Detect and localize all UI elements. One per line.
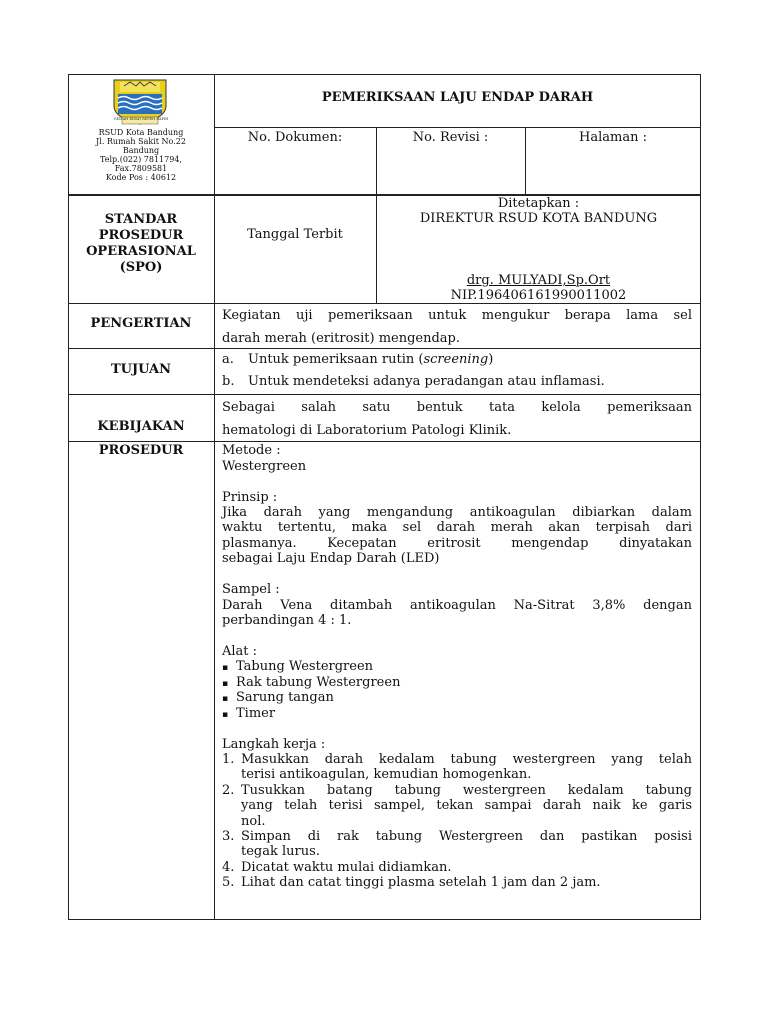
header-row-divider <box>214 127 701 128</box>
langkah-step-number: 4. <box>222 860 235 875</box>
tujuan-text-post: ) <box>488 352 494 367</box>
langkah-step-number: 3. <box>222 829 235 844</box>
row-divider-tujuan <box>68 394 701 395</box>
alat-item-text: Timer <box>236 706 276 721</box>
alat-item-text: Rak tabung Westergreen <box>236 675 401 690</box>
pengertian-text-line: Kegiatan uji pemeriksaan untuk mengukur berapa lama sel <box>222 308 692 323</box>
alat-list-item <box>222 659 374 677</box>
alat-item-text: Sarung tangan <box>236 690 334 705</box>
bullet-square-icon: ▪ <box>222 679 229 689</box>
hospital-city: Bandung <box>122 146 160 155</box>
tujuan-item-b <box>222 372 605 392</box>
langkah-step-line: Simpan di rak tabung Westergreen dan pastikan posisi <box>241 829 692 844</box>
bullet-square-icon: ▪ <box>222 694 229 704</box>
prinsip-text-line: plasmanya. Kecepatan eritrosit mengendap dinyatakan <box>222 536 692 551</box>
tujuan-label: TUJUAN <box>110 362 172 377</box>
hospital-fax: Fax.7809581 <box>114 164 168 173</box>
metode-label: Metode : <box>222 443 281 458</box>
tujuan-text-emphasis: screening <box>423 352 489 367</box>
pengertian-label: PENGERTIAN <box>90 316 192 331</box>
tujuan-item-text <box>248 350 493 370</box>
langkah-step-line: Lihat dan catat tinggi plasma setelah 1 jam dan 2 jam. <box>241 875 601 890</box>
hospital-name: RSUD Kota Bandung <box>98 128 184 137</box>
spo-label-line: (SPO) <box>119 260 163 275</box>
no-revisi-label: No. Revisi : <box>412 130 489 145</box>
langkah-step-line: tegak lurus. <box>241 844 320 859</box>
tujuan-marker: a. <box>222 352 234 367</box>
kebijakan-label: KEBIJAKAN <box>97 419 185 434</box>
signatory-nip: NIP.196406161990011002 <box>450 288 627 303</box>
bullet-square-icon: ▪ <box>222 663 229 673</box>
signatory-name: drg. MULYADI,Sp.Ort <box>466 273 611 288</box>
hospital-postal-code: Kode Pos : 40612 <box>105 173 177 182</box>
direktur-title: DIREKTUR RSUD KOTA BANDUNG <box>419 211 658 226</box>
metode-value: Westergreen <box>222 459 307 474</box>
tujuan-text-pre: Untuk pemeriksaan rutin ( <box>248 352 424 367</box>
tanggal-terbit-label: Tanggal Terbit <box>247 227 343 242</box>
tujuan-marker: b. <box>222 374 235 389</box>
sampel-text-line: perbandingan 4 : 1. <box>222 613 352 628</box>
spo-label-line: PROSEDUR <box>98 228 184 243</box>
prinsip-label: Prinsip : <box>222 490 278 505</box>
sampel-text-line: Darah Vena ditambah antikoagulan Na-Sitrat 3,8% dengan <box>222 598 692 613</box>
no-dokumen-label: No. Dokumen: <box>247 130 343 145</box>
langkah-step-number: 1. <box>222 752 235 767</box>
halaman-label: Halaman : <box>579 130 647 145</box>
hospital-address: Jl. Rumah Sakit No.22 <box>96 137 186 146</box>
prinsip-text-line: sebagai Laju Endap Darah (LED) <box>222 551 440 566</box>
alat-list-item <box>222 690 334 708</box>
spo-label-line: OPERASIONAL <box>86 244 196 259</box>
kebijakan-text-line: Sebagai salah satu bentuk tata kelola pemeriksaan <box>222 400 692 415</box>
prosedur-label: PROSEDUR <box>98 443 184 458</box>
prinsip-text-line: Jika darah yang mengandung antikoagulan dibiarkan dalam <box>222 505 692 520</box>
langkah-step-line: Masukkan darah kedalam tabung westergreen yang telah <box>241 752 692 767</box>
spo-label-line: STANDAR <box>104 212 178 227</box>
kebijakan-text-line: hematologi di Laboratorium Patologi Klinik. <box>222 423 512 438</box>
langkah-step-line: Tusukkan batang tabung westergreen kedalam tabung <box>241 783 692 798</box>
hospital-phone: Telp.(022) 7811794, <box>100 155 182 164</box>
document-title: PEMERIKSAAN LAJU ENDAP DARAH <box>321 90 594 105</box>
bullet-square-icon: ▪ <box>222 710 229 720</box>
prinsip-text-line: waktu tertentu, maka sel darah merah akan terpisah dari <box>222 520 692 535</box>
langkah-step-number: 2. <box>222 783 235 798</box>
sampel-label: Sampel : <box>222 582 280 597</box>
langkah-step-line: terisi antikoagulan, kemudian homogenkan. <box>241 767 532 782</box>
tujuan-item-text: Untuk mendeteksi adanya peradangan atau inflamasi. <box>248 374 605 389</box>
alat-list-item <box>222 706 276 724</box>
logo-motto: GEMAH RIPAH REPEH RAPIH <box>113 117 169 121</box>
langkah-step-number: 5. <box>222 875 235 890</box>
pengertian-text-line: darah merah (eritrosit) mengendap. <box>222 331 460 346</box>
alat-label: Alat : <box>222 644 258 659</box>
tujuan-item-a <box>222 350 494 370</box>
langkah-label: Langkah kerja : <box>222 737 326 752</box>
langkah-step-line: Dicatat waktu mulai didiamkan. <box>241 860 452 875</box>
alat-item-text: Tabung Westergreen <box>236 659 374 674</box>
langkah-step-line: yang telah terisi sampel, tekan sampai darah naik ke garis <box>241 798 692 813</box>
langkah-step-line: nol. <box>241 814 266 829</box>
ditetapkan-label: Ditetapkan : <box>497 196 580 211</box>
